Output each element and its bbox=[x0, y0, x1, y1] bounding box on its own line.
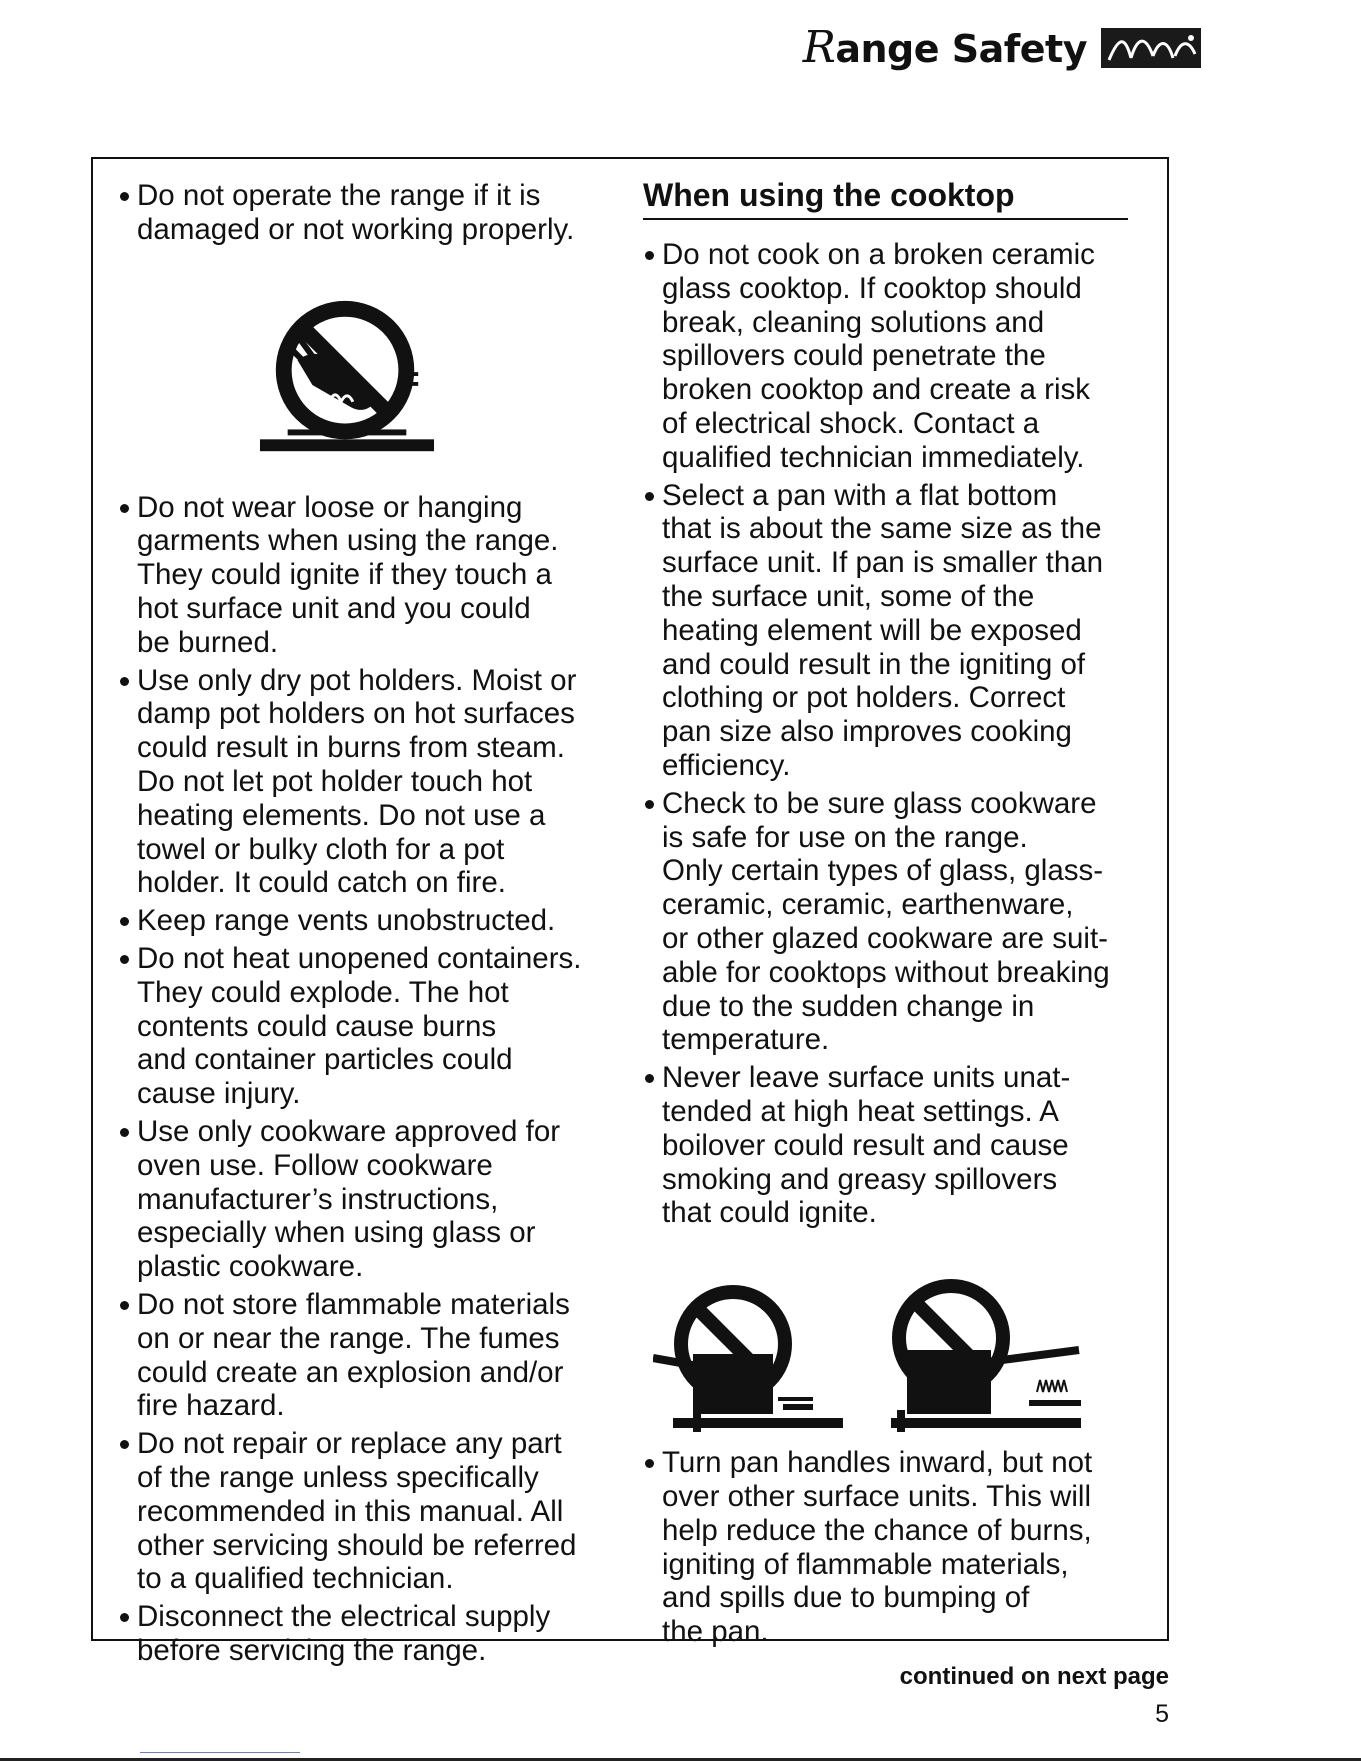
left-bullet-list bbox=[118, 491, 718, 1668]
list-item: Do not heat unopened containers. They could explode. The hot contents could cause burns and container particles could cause injury. bbox=[118, 942, 718, 1111]
right-bullet-list bbox=[643, 238, 1183, 1230]
page-title-rest: ange Safety bbox=[835, 27, 1087, 71]
continued-note: continued on next page bbox=[899, 1663, 1169, 1690]
section-heading: When using the cooktop bbox=[643, 177, 1128, 220]
page-title bbox=[803, 22, 1087, 73]
no-pan-handle-outward-icon bbox=[653, 1272, 853, 1432]
safety-content-box bbox=[91, 157, 1169, 1667]
list-item: Turn pan handles inward, but not over other surface units. This will help reduce the chance of burns, igniting of flammable materials, and spills due to bumping of the pan. bbox=[643, 1446, 1183, 1649]
stylized-logo-icon bbox=[1101, 28, 1201, 68]
list-item: Do not wear loose or hanging garments when using the range. They could ignite if they touch a hot surface unit and you could be burned. bbox=[118, 491, 718, 660]
page-title-initial: R bbox=[802, 22, 836, 73]
list-item: Never leave surface units unat- tended at high heat settings. A boilover could result and cause smoking and greasy spillovers that could ignite. bbox=[643, 1061, 1183, 1230]
page-number: 5 bbox=[1155, 1700, 1169, 1728]
divider bbox=[140, 1752, 300, 1753]
list-item: Do not cook on a broken ceramic glass cooktop. If cooktop should break, cleaning solutions and spillovers could penetrate the broken cooktop and create a risk of electrical shock. Contact a qualified technician immediately. bbox=[643, 238, 1183, 475]
list-item: Disconnect the electrical supply before servicing the range. bbox=[118, 1600, 718, 1668]
right-column bbox=[643, 177, 1183, 1653]
list-item: Use only dry pot holders. Moist or damp pot holders on hot surfaces could result in burns from steam. Do not let pot holder touch hot heating elements. Do not use a towel or bulky cloth for a pot holder. It could catch on fire. bbox=[118, 664, 718, 901]
list-item: Select a pan with a flat bottom that is about the same size as the surface unit. If pan is smaller than the surface unit, some of the heating element will be exposed and could result in the igniting of clothing or pot holders. Correct pan size also improves cooking efficiency. bbox=[643, 479, 1183, 783]
list-item: Do not repair or replace any part of the range unless specifically recommended in this manual. All other servicing should be referred to a qualified technician. bbox=[118, 1427, 718, 1596]
list-item: Do not store flammable materials on or near the range. The fumes could create an explosion and/or fire hazard. bbox=[118, 1288, 718, 1423]
page-header bbox=[803, 22, 1201, 73]
left-intro-list bbox=[118, 179, 718, 247]
list-item: Use only cookware approved for oven use. Follow cookware manufacturer’s instructions, especially when using glass or plastic cookware. bbox=[118, 1115, 718, 1284]
right-bullet-list-bottom bbox=[643, 1446, 1183, 1649]
list-item: Do not operate the range if it is damaged or not working properly. bbox=[118, 179, 718, 247]
pan-handle-pictograms bbox=[653, 1272, 1183, 1432]
list-item: Keep range vents unobstructed. bbox=[118, 904, 718, 938]
list-item: Check to be sure glass cookware is safe for use on the range. Only certain types of glass, glass- ceramic, ceramic, earthenware, or other glazed cookware are suit- able for cooktops without breaking due to the sudden change in temperature. bbox=[643, 787, 1183, 1057]
left-column bbox=[118, 179, 718, 1672]
no-pan-handle-over-burner-icon bbox=[889, 1272, 1089, 1432]
no-touch-hot-surface-icon bbox=[258, 291, 436, 469]
